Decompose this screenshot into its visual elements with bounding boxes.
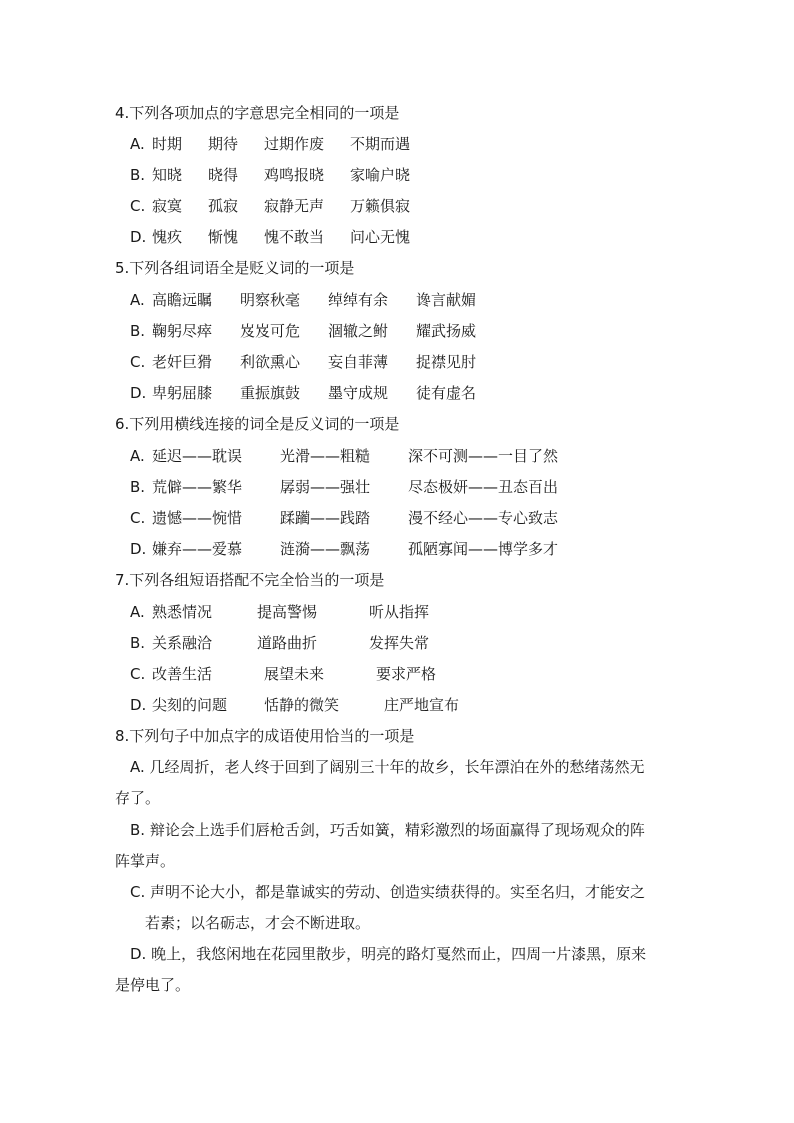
option-item: 耀武扬威 [416,322,477,340]
option-item: 万籁俱寂 [350,197,411,215]
question-4-stem: 4.下列各项加点的字意思完全相同的一项是 [115,104,400,122]
option-item: 不期而遇 [350,135,411,153]
option-letter: A. [130,447,145,465]
question-5-option-d [130,383,580,403]
option-item: 深不可测——一目了然 [408,447,559,465]
option-item: 遗憾——惋惜 [152,509,243,527]
question-5-option-b [130,321,580,341]
option-item: 道路曲折 [257,634,318,652]
question-8-option-c [115,877,680,939]
option-item: 熟悉情况 [152,603,213,621]
question-8-stem: 8.下列句子中加点字的成语使用恰当的一项是 [115,727,415,745]
option-text-line: D. 晚上，我悠闲地在花园里散步，明亮的路灯戛然而止，四周一片漆黑，原来 [130,945,647,963]
option-item: 改善生活 [152,665,213,683]
option-item: 发挥失常 [369,634,430,652]
option-item: 晓得 [208,166,239,184]
question-8-option-b [115,815,680,877]
option-item: 展望未来 [264,665,325,683]
option-item: 蹂躏——践踏 [280,509,371,527]
question-8-option-d [115,939,680,1001]
question-5-option-c [130,352,580,372]
question-4-option-d [130,227,530,247]
option-letter: D. [130,696,147,714]
question-4-option-c [130,196,530,216]
question-6-stem: 6.下列用横线连接的词全是反义词的一项是 [115,415,400,433]
option-letter: B. [130,634,146,652]
option-text-line: C. 声明不论大小，都是靠诚实的劳动、创造实绩获得的。实至名归，才能安之 [130,883,646,901]
option-item: 愧疚 [152,228,183,246]
option-item: 捉襟见肘 [416,353,477,371]
option-item: 过期作废 [264,135,325,153]
option-item: 愧不敢当 [264,228,325,246]
option-item: 关系融洽 [152,634,213,652]
option-text-line: 存了。 [115,789,161,807]
option-item: 涟漪——飘荡 [280,540,371,558]
option-text-line: 阵掌声。 [115,852,176,870]
question-7-stem: 7.下列各组短语搭配不完全恰当的一项是 [115,571,385,589]
option-item: 鞠躬尽瘁 [152,322,213,340]
option-item: 利欲熏心 [240,353,301,371]
option-letter: B. [130,478,146,496]
option-item: 老奸巨猾 [152,353,213,371]
question-6-option-b [130,477,600,497]
option-item: 墨守成规 [328,384,389,402]
option-item: 时期 [152,135,183,153]
option-item: 听从指挥 [369,603,430,621]
option-letter: C. [130,353,146,371]
option-item: 孱弱——强壮 [280,478,371,496]
option-item: 惭愧 [208,228,239,246]
option-item: 寂静无声 [264,197,325,215]
option-item: 孤寂 [208,197,239,215]
option-letter: A. [130,291,145,309]
option-item: 徒有虚名 [416,384,477,402]
option-item: 寂寞 [152,197,183,215]
option-letter: C. [130,197,146,215]
option-item: 尖刻的问题 [152,696,228,714]
option-item: 问心无愧 [350,228,411,246]
option-item: 庄严地宣布 [384,696,460,714]
option-item: 涸辙之鲋 [328,322,389,340]
question-6-option-d [130,539,600,559]
question-5-option-a [130,290,580,310]
option-item: 漫不经心——专心致志 [408,509,559,527]
option-item: 卑躬屈膝 [152,384,213,402]
option-text-line: A. 几经周折，老人终于回到了阔别三十年的故乡，长年漂泊在外的愁绪荡然无 [130,758,645,776]
option-item: 嫌弃——爱慕 [152,540,243,558]
option-letter: D. [130,228,147,246]
option-letter: D. [130,384,147,402]
question-4-option-b [130,165,530,185]
option-item: 高瞻远瞩 [152,291,213,309]
option-item: 妄自菲薄 [328,353,389,371]
option-letter: C. [130,665,146,683]
question-7-option-a [130,602,550,622]
option-letter: D. [130,540,147,558]
option-item: 期待 [208,135,239,153]
option-letter: C. [130,509,146,527]
option-text-line: 若素；以名砺志，才会不断进取。 [145,914,371,932]
option-letter: A. [130,603,145,621]
option-letter: A. [130,135,145,153]
option-item: 鸡鸣报晓 [264,166,325,184]
option-item: 明察秋毫 [240,291,301,309]
option-item: 恬静的微笑 [264,696,340,714]
option-item: 知晓 [152,166,183,184]
question-5-stem: 5.下列各组词语全是贬义词的一项是 [115,259,355,277]
option-item: 延迟——耽误 [152,447,243,465]
option-item: 要求严格 [376,665,437,683]
option-letter: B. [130,322,146,340]
option-item: 重振旗鼓 [240,384,301,402]
option-item: 光滑——粗糙 [280,447,371,465]
question-7-option-c [130,664,550,684]
question-4-option-a [130,134,530,154]
option-item: 岌岌可危 [240,322,301,340]
question-6-option-a [130,446,600,466]
option-text-line: B. 辩论会上选手们唇枪舌剑，巧舌如簧，精彩激烈的场面赢得了现场观众的阵 [130,821,645,839]
question-8-option-a [115,752,680,814]
option-item: 谗言献媚 [416,291,477,309]
question-6-option-c [130,508,600,528]
option-item: 尽态极妍——丑态百出 [408,478,559,496]
question-7-option-d [130,695,550,715]
option-text-line: 是停电了。 [115,976,191,994]
option-item: 家喻户晓 [350,166,411,184]
option-item: 孤陋寡闻——博学多才 [408,540,559,558]
option-item: 提高警惕 [257,603,318,621]
option-item: 荒僻——繁华 [152,478,243,496]
option-item: 绰绰有余 [328,291,389,309]
question-7-option-b [130,633,550,653]
option-letter: B. [130,166,146,184]
